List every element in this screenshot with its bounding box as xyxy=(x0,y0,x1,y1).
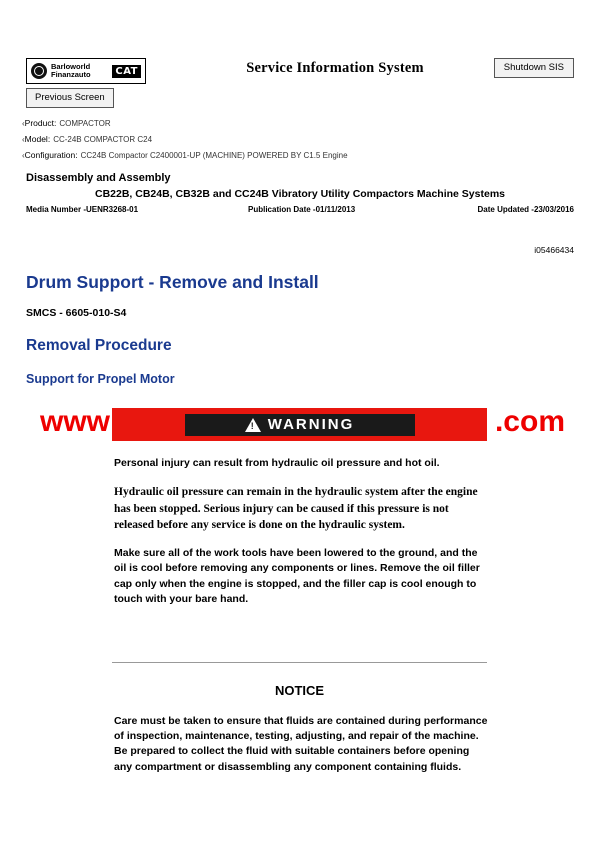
previous-screen-button[interactable]: Previous Screen xyxy=(26,88,114,108)
chevron-left-icon-2: ‹ xyxy=(22,135,25,144)
document-machine-systems: CB22B, CB24B, CB32B and CC24B Vibratory Utility Compactors Machine Systems xyxy=(94,188,505,200)
media-number: Media Number -UENR3268-01 xyxy=(26,205,139,214)
date-updated: Date Updated -23/03/2016 xyxy=(477,205,574,214)
breadcrumb-item-configuration xyxy=(22,150,582,160)
notice-divider-top xyxy=(112,662,487,663)
breadcrumb-item-product xyxy=(22,118,582,128)
dealer-logo xyxy=(26,58,146,84)
content-title: Drum Support - Remove and Install xyxy=(26,272,319,292)
page-title: Service Information System xyxy=(246,60,424,76)
smcs-code: SMCS - 6605-010-S4 xyxy=(26,307,127,319)
watermark-right: .com xyxy=(494,405,565,438)
breadcrumb-key-configuration: Configuration: xyxy=(24,150,78,160)
notice-body xyxy=(114,714,489,788)
breadcrumb-key-product: Product: xyxy=(24,118,57,128)
warning-body xyxy=(114,456,489,620)
notice-paragraph: Care must be taken to ensure that fluids are contained during performance of inspection, maintenance, testing, adjusting, and repair of the machine. Be prepared to collect the fluid with suitable containers before opening any compartment or disassembling any component containing fluids. xyxy=(114,715,488,773)
warning-triangle-icon xyxy=(245,418,261,432)
warning-paragraph-3: Make sure all of the work tools have been lowered to the ground, and the oil is cool before removing any components or lines. Remove the oil filler cap only when the engine is stopped, and the filler cap is cool enough to touch with your bare hand. xyxy=(114,547,480,605)
dealer-logo-line1: Barloworld xyxy=(51,62,91,72)
watermark-left: www xyxy=(40,405,111,438)
heading-support-for-propel-motor: Support for Propel Motor xyxy=(26,372,175,386)
warning-banner xyxy=(112,408,487,441)
warning-paragraph-1: Personal injury can result from hydraulic oil pressure and hot oil. xyxy=(114,457,440,469)
warning-banner-inner xyxy=(185,414,415,436)
dealer-logo-text xyxy=(51,63,112,79)
page-header xyxy=(0,52,600,102)
chevron-left-icon: ‹ xyxy=(22,119,25,128)
breadcrumb-key-model: Model: xyxy=(24,134,51,144)
notice-title: NOTICE xyxy=(274,683,325,698)
breadcrumb-value-configuration: CC24B Compactor C2400001-UP (MACHINE) POWERED BY C1.5 Engine xyxy=(80,151,348,160)
dealer-logo-line2: Finanzauto xyxy=(51,70,91,79)
breadcrumb-value-product: COMPACTOR xyxy=(59,119,111,128)
breadcrumb xyxy=(22,118,582,166)
publication-date: Publication Date -01/11/2013 xyxy=(248,205,356,214)
breadcrumb-item-model xyxy=(22,134,582,144)
globe-icon xyxy=(31,63,47,79)
document-id: i05466434 xyxy=(534,245,574,255)
warning-paragraph-2: Hydraulic oil pressure can remain in the hydraulic system after the engine has been stopped. Serious injury can be caused if this pressure is not released before any service is done on the hydraulic system. xyxy=(114,486,478,531)
chevron-left-icon-3: ‹ xyxy=(22,151,25,160)
document-identity xyxy=(26,172,574,200)
cat-brand-mark: CAT xyxy=(112,65,141,78)
document-section: Disassembly and Assembly xyxy=(26,172,171,184)
warning-label: WARNING xyxy=(267,416,355,433)
shutdown-sis-button[interactable]: Shutdown SIS xyxy=(494,58,574,78)
heading-removal-procedure: Removal Procedure xyxy=(26,337,172,354)
breadcrumb-value-model: CC-24B COMPACTOR C24 xyxy=(53,135,153,144)
